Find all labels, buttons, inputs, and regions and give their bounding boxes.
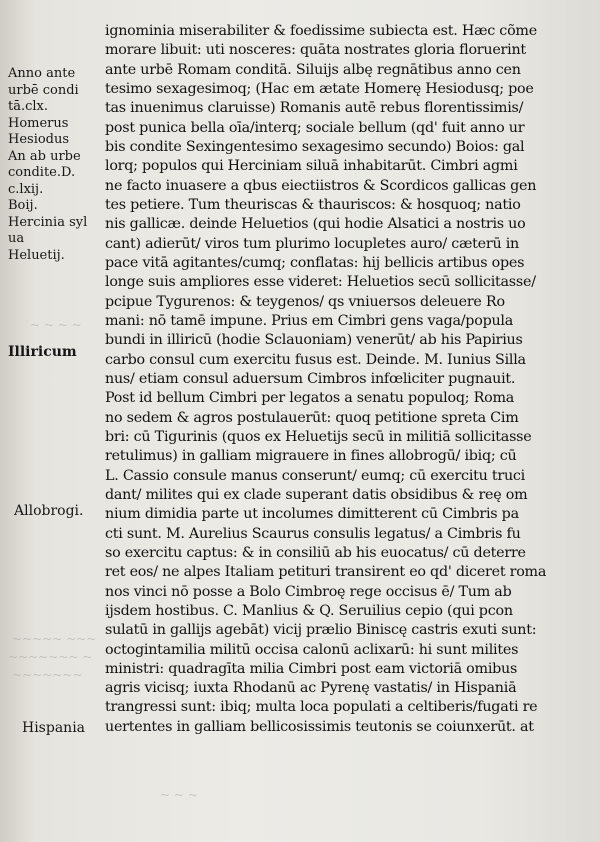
text-line: uertentes in galliam bellicosissimis teutonis se coiunxerūt. at: [105, 718, 534, 735]
text-line: L. Cassio consule manus conserunt/ eumq; cū exercitu truci: [105, 467, 526, 484]
text-line: longe suis ampliores esse videret: Heluetios secū sollicitasse/: [105, 274, 536, 291]
text-line: pace vitā agitantes/cumq; conflatas: hij bellicis artibus opes: [105, 254, 525, 271]
text-line: agris vicisq; iuxta Rhodanū ac Pyrenę vastatis/ in Hispaniā: [105, 680, 517, 697]
text-line: dant/ milites qui ex clade superant datis obsidibus & reę om: [105, 486, 528, 503]
text-line: nis gallicæ. deinde Heluetios (qui hodie Alsatici a nostris uo: [105, 216, 526, 233]
show-through-mark: ~ ~ ~: [160, 788, 198, 802]
text-line: retulimus) in galliam migrauere in fines allobrogū/ ibiq; cū: [105, 448, 517, 465]
text-line: so exercitu captus: & in consiliū ab his euocatus/ cū deterre: [105, 544, 526, 561]
text-line: lorq; populos qui Herciniam siluā inhabitarūt. Cimbri agmi: [105, 158, 518, 175]
text-line: nus/ etiam consul aduersum Cimbros infœliciter pugnauit.: [105, 370, 516, 387]
text-line: morare libuit: uti nosceres: quāta nostrates gloria floruerint: [105, 42, 526, 59]
margin-note-chronology: Anno ante urbē condi tā.clx. Homerus Hesiodus An ab urbe condite.D. c.lxij. Boij. Hercinia syl ua Heluetij.: [8, 66, 88, 263]
text-line: Post id bellum Cimbri per legatos a senatu populoq; Roma: [105, 390, 515, 407]
text-line: carbo consul cum exercitu fusus est. Deinde. M. Iunius Silla: [105, 351, 526, 368]
show-through-mark: ~ ~ ~ ~: [30, 318, 82, 332]
margin-note-illiricum: Illiricum: [8, 344, 77, 360]
main-text-block: [105, 22, 595, 737]
text-line: cant) adierūt/ viros tum plurimo locupletes auro/ cæterū in: [105, 235, 520, 252]
text-line: bundi in illiricū (hodie Sclauoniam) venerūt/ ab his Papirius: [105, 332, 523, 349]
text-line: mani: nō tamē impune. Prius em Cimbri gens vaga/popula: [105, 312, 514, 329]
show-through-mark: ~~~~~~~: [12, 668, 83, 682]
text-line: bri: cū Tigurinis (quos ex Heluetijs secū in militiā sollicitasse: [105, 428, 532, 445]
text-line: tas inuenimus claruisse) Romanis autē rebus florentissimis/: [105, 100, 524, 117]
show-through-mark: ~~~~~ ~~~: [12, 632, 97, 646]
text-line: ne facto inuasere a qbus eiectiistros & Scordicos gallicas gen: [105, 177, 537, 194]
text-line: nos vinci nō posse a Bolo Cimbroę rege occisus ē/ Tum ab: [105, 583, 512, 600]
text-line: bis condite Sexingentesimo sexagesimo secundo) Boios: gal: [105, 138, 525, 155]
text-line: tes petiere. Tum theuriscas & thauriscos: & hosquoq; natio: [105, 196, 521, 213]
text-line: ministri: quadragīta milia Cimbri post eam victoriā omibus: [105, 660, 518, 677]
text-line: ignominia miserabiliter & foedissime subiecta est. Hæc cõme: [105, 23, 537, 39]
show-through-mark: ~~~~~~~ ~: [8, 650, 93, 664]
text-line: sulatū in gallijs agebāt) vicij prælio Biniscę castris exuti sunt:: [105, 622, 537, 639]
text-line: nium dimidia parte ut incolumes dimitterent cū Cimbris pa: [105, 506, 519, 523]
text-line: ante urbē Romam conditā. Siluijs albę regnātibus anno cen: [105, 61, 521, 78]
text-line: trangressi sunt: ibiq; multa loca populati a celtiberis/fugati re: [105, 699, 538, 716]
text-line: ijsdem hostibus. C. Manlius & Q. Seruilius cepio (qui pcon: [105, 602, 513, 619]
text-line: ret eos/ ne alpes Italiam petituri transirent eo qd' diceret roma: [105, 564, 547, 581]
text-line: cti sunt. M. Aurelius Scaurus consulis legatus/ a Cimbris fu: [105, 525, 521, 542]
text-line: tesimo sexagesimoq; (Hac em ætate Homerę Hesiodusq; poe: [105, 80, 534, 97]
margin-note-allobrogi: Allobrogi.: [14, 503, 84, 519]
text-line: pcipue Tygurenos: & teygenos/ qs vniuersos deleuere Ro: [105, 293, 505, 310]
text-line: post punica bella oīa/interq; sociale bellum (qd' fuit anno ur: [105, 119, 525, 136]
margin-note-hispania: Hispania: [22, 720, 86, 736]
text-line: no sedem & agros postulauerūt: quoq petitione spreta Cim: [105, 409, 519, 426]
text-line: octogintamilia militū occisa calonū aclixarū: hi sunt milites: [105, 641, 519, 658]
